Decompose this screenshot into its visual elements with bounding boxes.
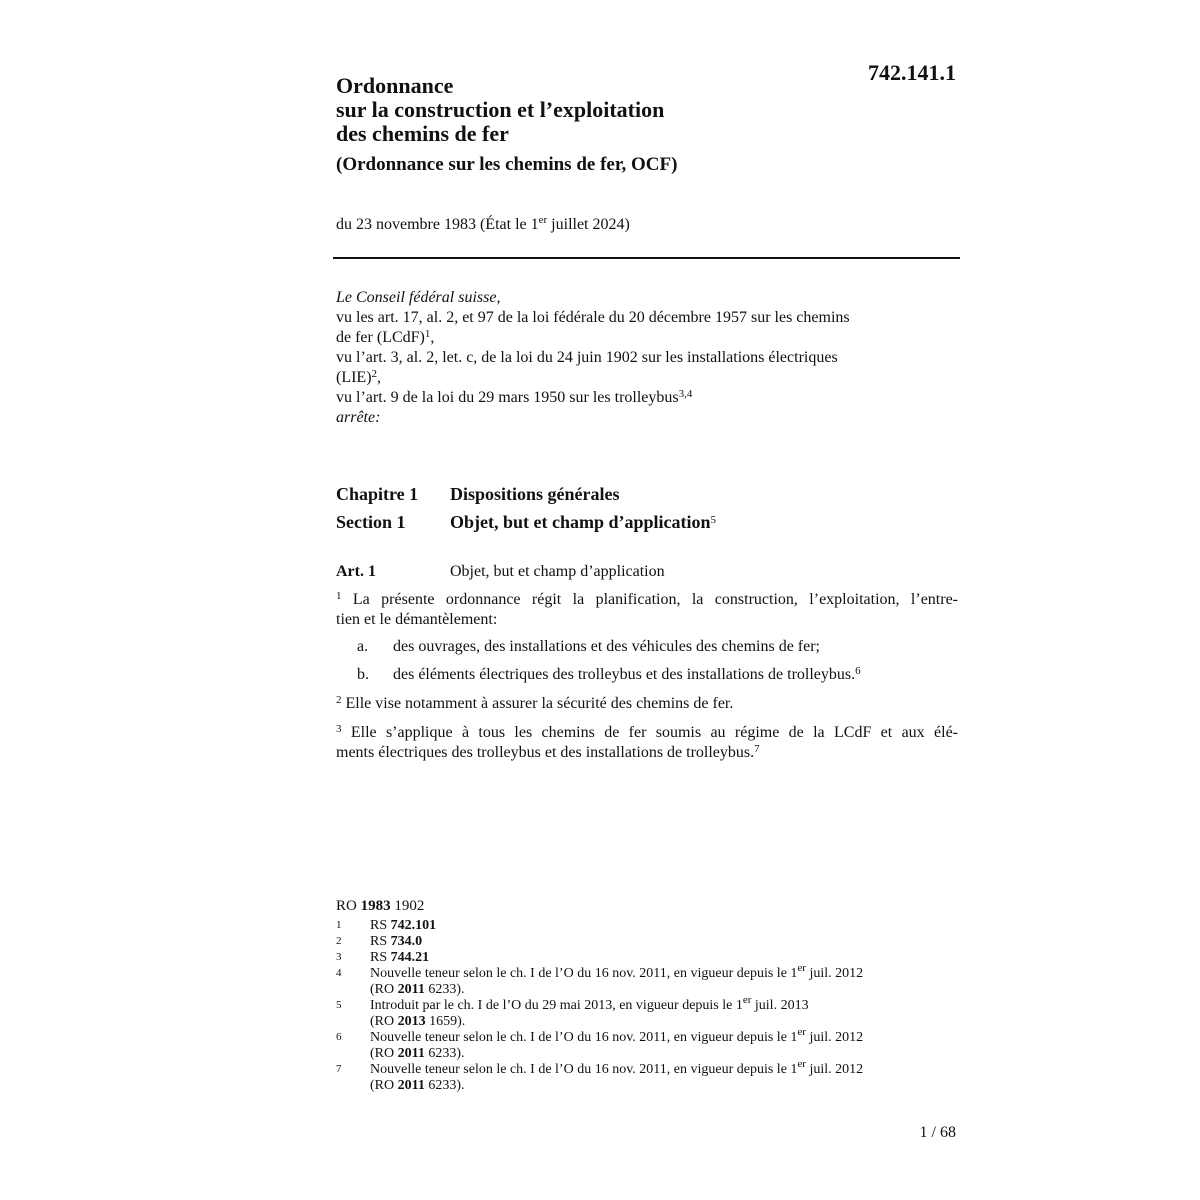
list-item-label: b. bbox=[357, 666, 369, 683]
chapter-heading bbox=[336, 484, 620, 505]
article-heading bbox=[336, 563, 665, 581]
footnote-number: 1 bbox=[336, 919, 342, 931]
footnote-number: 3 bbox=[336, 951, 342, 963]
paragraph-2-line bbox=[336, 694, 958, 714]
footnote-sup: er bbox=[797, 962, 806, 974]
section-title: Objet, but et champ d’application bbox=[450, 512, 711, 532]
footnote-rs-number[interactable]: 734.0 bbox=[390, 934, 423, 949]
footnote-ro-page: 6233). bbox=[424, 982, 465, 997]
footnote-text-end: juil. 2013 bbox=[751, 998, 809, 1013]
paragraph-3-line-2-text: ments électriques des trolleybus et des installations de trolleybus. bbox=[336, 744, 755, 761]
footnote-ref-3-4[interactable]: 3,4 bbox=[678, 388, 693, 400]
footnote-ro-year[interactable]: 2013 bbox=[397, 1014, 426, 1029]
footnote-line-2 bbox=[370, 982, 863, 998]
footnote bbox=[336, 994, 956, 1030]
preamble-line-4 bbox=[336, 368, 936, 388]
footnote-ro-prefix: (RO bbox=[370, 982, 398, 997]
footnote-text-end: juil. 2012 bbox=[805, 966, 864, 981]
footnote-number: 5 bbox=[336, 999, 342, 1011]
title-line-2: sur la construction et l’exploitation bbox=[336, 97, 665, 122]
footnote-sup: er bbox=[797, 1026, 806, 1038]
footnote-text-end: juil. 2012 bbox=[805, 1030, 864, 1045]
footnote-number: 2 bbox=[336, 935, 342, 947]
paragraph-1-number: 1 bbox=[336, 590, 342, 602]
footnote-text: Nouvelle teneur selon le ch. I de l’O du 16 nov. 2011, en vigueur depuis le 1 bbox=[370, 1030, 798, 1045]
date-suffix: juillet 2024) bbox=[547, 216, 630, 233]
list-item-text: des éléments électriques des trolleybus et des installations de trolleybus. bbox=[393, 666, 856, 683]
footnote-ro-prefix: (RO bbox=[370, 1014, 398, 1029]
footnote-number: 6 bbox=[336, 1031, 342, 1043]
date-sup: er bbox=[538, 214, 548, 226]
sr-number: 742.141.1 bbox=[868, 60, 956, 85]
footnote-ro-page: 1659). bbox=[425, 1014, 466, 1029]
page-number: 1 / 68 bbox=[919, 1124, 956, 1141]
footnote-prefix: RS bbox=[370, 950, 391, 965]
paragraph-2-number: 2 bbox=[336, 694, 342, 706]
preamble-line-2-end: , bbox=[430, 329, 435, 346]
date-line bbox=[336, 216, 630, 234]
footnote-line-2 bbox=[370, 1014, 809, 1030]
footnote-number: 7 bbox=[336, 1063, 342, 1075]
footnote-text: Nouvelle teneur selon le ch. I de l’O du 16 nov. 2011, en vigueur depuis le 1 bbox=[370, 1062, 798, 1077]
title-line-3: des chemins de fer bbox=[336, 121, 509, 146]
footnote-ro-page: 6233). bbox=[424, 1078, 465, 1093]
preamble-decree: arrête: bbox=[336, 409, 381, 426]
footnote-ro-page: 6233). bbox=[424, 1046, 465, 1061]
footnote-ref-5[interactable]: 5 bbox=[710, 514, 717, 526]
chapter-title: Dispositions générales bbox=[450, 484, 620, 504]
title-divider bbox=[333, 257, 960, 259]
footnote bbox=[336, 918, 956, 934]
footnote-line-1 bbox=[370, 1058, 864, 1078]
footnote-ro-prefix: (RO bbox=[370, 1078, 398, 1093]
footnote-sup: er bbox=[797, 1058, 806, 1070]
footnote-ref-6[interactable]: 6 bbox=[855, 665, 861, 677]
footnote-ro-prefix: (RO bbox=[370, 1046, 398, 1061]
preamble bbox=[336, 288, 936, 428]
list-item bbox=[357, 666, 861, 684]
ro-reference bbox=[336, 898, 424, 915]
list-item-label: a. bbox=[357, 638, 369, 655]
footnote-ref-7[interactable]: 7 bbox=[754, 743, 760, 755]
preamble-line-5-text: vu l’art. 9 de la loi du 29 mars 1950 sur les trolleybus bbox=[336, 389, 679, 406]
preamble-line-4-text: (LIE) bbox=[336, 369, 372, 386]
ro-prefix: RO bbox=[336, 898, 361, 914]
footnote-line-1 bbox=[370, 962, 864, 982]
section-number: Section 1 bbox=[336, 512, 406, 532]
footnote-ro-year[interactable]: 2011 bbox=[397, 1046, 425, 1061]
footnote-line-2 bbox=[370, 1046, 863, 1062]
article-paragraph-1 bbox=[336, 590, 958, 630]
paragraph-3-line-1 bbox=[336, 723, 958, 743]
paragraph-3-line-2 bbox=[336, 743, 958, 763]
footnote-ref-1[interactable]: 1 bbox=[424, 328, 431, 340]
paragraph-3-number: 3 bbox=[336, 723, 342, 735]
preamble-line-5 bbox=[336, 388, 936, 408]
footnote-rs-number[interactable]: 742.101 bbox=[390, 918, 437, 933]
footnote bbox=[336, 1026, 956, 1062]
preamble-line-2 bbox=[336, 328, 936, 348]
footnote-prefix: RS bbox=[370, 918, 391, 933]
document-subtitle: (Ordonnance sur les chemins de fer, OCF) bbox=[336, 154, 678, 175]
list-item-text: des ouvrages, des installations et des véhicules des chemins de fer; bbox=[393, 638, 820, 655]
chapter-number: Chapitre 1 bbox=[336, 484, 419, 504]
footnote-line-1 bbox=[370, 1026, 864, 1046]
footnote-sup: er bbox=[742, 994, 752, 1006]
preamble-line-2-text: de fer (LCdF) bbox=[336, 329, 425, 346]
document-title bbox=[336, 74, 664, 146]
section-heading bbox=[336, 512, 716, 533]
footnote bbox=[336, 962, 956, 998]
list-item bbox=[357, 638, 820, 656]
preamble-line-4-end: , bbox=[377, 369, 382, 386]
footnote-text: Nouvelle teneur selon le ch. I de l’O du 16 nov. 2011, en vigueur depuis le 1 bbox=[370, 966, 798, 981]
footnote-ro-year[interactable]: 2011 bbox=[397, 982, 425, 997]
footnote-number: 4 bbox=[336, 967, 342, 979]
article-number: Art. 1 bbox=[336, 563, 376, 580]
paragraph-1-line-1-text: La présente ordonnance régit la planification, la construction, l’exploitation, l’entre- bbox=[341, 591, 958, 608]
date-prefix: du 23 novembre 1983 (État le 1 bbox=[336, 216, 539, 233]
article-title: Objet, but et champ d’application bbox=[450, 563, 665, 580]
footnote-line-1 bbox=[370, 994, 809, 1014]
ro-page: 1902 bbox=[390, 898, 425, 914]
footnote-text-end: juil. 2012 bbox=[805, 1062, 864, 1077]
footnote-ref-2[interactable]: 2 bbox=[371, 368, 378, 380]
footnote bbox=[336, 1058, 956, 1094]
paragraph-1-line-1 bbox=[336, 590, 958, 610]
article-paragraph-2 bbox=[336, 694, 958, 714]
footnote-ro-year[interactable]: 2011 bbox=[397, 1078, 425, 1093]
preamble-authority: Le Conseil fédéral suisse, bbox=[336, 289, 501, 306]
footnote-rs-number[interactable]: 744.21 bbox=[390, 950, 430, 965]
footnote-prefix: RS bbox=[370, 934, 391, 949]
preamble-line-1: vu les art. 17, al. 2, et 97 de la loi fédérale du 20 décembre 1957 sur les chemins bbox=[336, 309, 850, 326]
footnotes bbox=[336, 918, 956, 1094]
paragraph-3-line-1-text: Elle s’applique à tous les chemins de fer soumis au régime de la LCdF et aux élé- bbox=[341, 724, 958, 741]
preamble-line-3: vu l’art. 3, al. 2, let. c, de la loi du 24 juin 1902 sur les installations électriques bbox=[336, 349, 838, 366]
paragraph-2-text: Elle vise notamment à assurer la sécurité des chemins de fer. bbox=[341, 695, 734, 712]
title-line-1: Ordonnance bbox=[336, 73, 454, 98]
article-paragraph-3 bbox=[336, 723, 958, 763]
footnote bbox=[336, 950, 956, 966]
paragraph-1-line-2: tien et le démantèlement: bbox=[336, 611, 498, 628]
footnote-text: Introduit par le ch. I de l’O du 29 mai 2013, en vigueur depuis le 1 bbox=[370, 998, 743, 1013]
footnote-line-2 bbox=[370, 1078, 863, 1094]
ro-year: 1983 bbox=[360, 898, 391, 914]
footnote bbox=[336, 934, 956, 950]
